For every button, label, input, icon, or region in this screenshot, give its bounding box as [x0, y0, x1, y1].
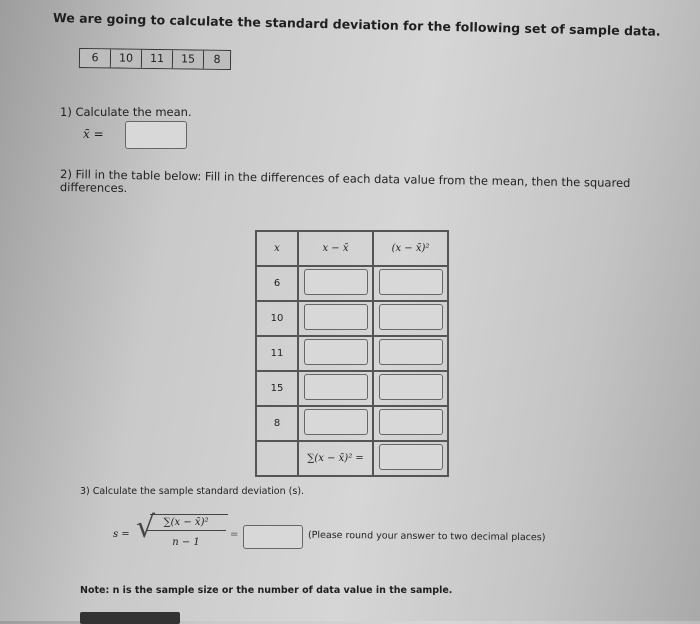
- sum-row: [256, 441, 448, 476]
- row-x: 6: [256, 266, 298, 301]
- table-row: [256, 406, 448, 441]
- sq-input[interactable]: [379, 339, 443, 365]
- s-symbol: s =: [113, 529, 130, 540]
- diff-input[interactable]: [304, 304, 368, 330]
- data-value: 8: [204, 51, 230, 69]
- q1-label: 1) Calculate the mean.: [60, 105, 192, 119]
- table-row: [256, 371, 448, 406]
- row-x: 15: [256, 371, 298, 406]
- fraction-denominator: n − 1: [172, 537, 200, 548]
- mean-input[interactable]: [125, 121, 187, 149]
- sum-label: ∑(x − x̄)² =: [298, 441, 373, 476]
- header-sq: (x − x̄)²: [373, 231, 448, 266]
- fraction-numerator: ∑(x − x̄)²: [146, 517, 226, 531]
- diff-input[interactable]: [304, 339, 368, 365]
- deviation-table: [255, 230, 449, 477]
- row-x: 10: [256, 301, 298, 336]
- sq-input[interactable]: [379, 374, 443, 400]
- data-value: 15: [173, 50, 204, 68]
- q2-label: 2) Fill in the table below: Fill in the differences of each data value from the mean, then the squared differences.: [59, 167, 631, 196]
- header-x: x: [256, 231, 298, 266]
- sqrt-bar: [150, 514, 228, 515]
- diff-input[interactable]: [304, 269, 368, 295]
- diff-input[interactable]: [304, 409, 368, 435]
- table-row: [256, 301, 448, 336]
- mean-symbol: x̄ =: [83, 127, 104, 141]
- sq-input[interactable]: [379, 269, 443, 295]
- header-diff: x − x̄: [298, 231, 373, 266]
- sqrt-icon: √: [136, 510, 156, 545]
- sq-input[interactable]: [379, 409, 443, 435]
- rounding-hint: (Please round your answer to two decimal places): [307, 529, 546, 544]
- sq-input[interactable]: [379, 304, 443, 330]
- q3-label: 3) Calculate the sample standard deviation (s).: [80, 486, 305, 497]
- equals-sign: =: [230, 529, 239, 540]
- submit-button[interactable]: [80, 612, 180, 624]
- std-dev-input[interactable]: [243, 525, 303, 549]
- table-header-row: [256, 231, 448, 266]
- sample-data-table: [79, 48, 231, 70]
- data-value: 11: [142, 50, 173, 68]
- note-text: Note: n is the sample size or the number of data value in the sample.: [80, 585, 453, 596]
- data-value: 10: [111, 49, 142, 67]
- diff-input[interactable]: [304, 374, 368, 400]
- table-row: [256, 266, 448, 301]
- intro-text: We are going to calculate the standard deviation for the following set of sample data.: [52, 10, 661, 39]
- sum-input[interactable]: [379, 444, 443, 470]
- data-value: 6: [80, 49, 111, 67]
- table-row: [256, 336, 448, 371]
- row-x: 8: [256, 406, 298, 441]
- row-x: 11: [256, 336, 298, 371]
